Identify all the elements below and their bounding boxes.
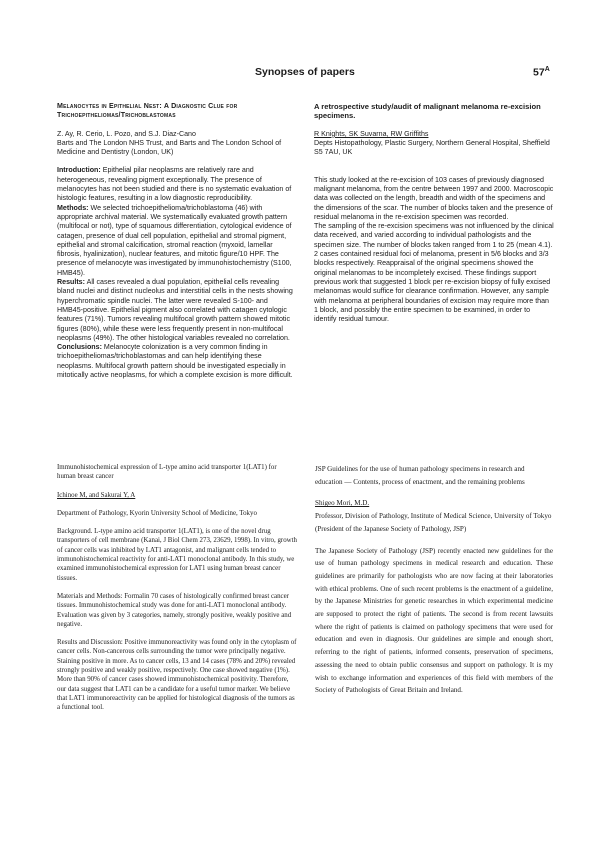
abstract-affiliation: Professor, Division of Pathology, Institute of Medical Science, University of Tokyo (President of the Japanese Society of Pathology, JSP)	[315, 512, 552, 533]
abstract-title: Melanocytes in Epithelial Nest: A Diagnostic Clue for Trichoepitheliomas/Trichoblastomas	[57, 102, 238, 120]
abstract-authors: R Knights, SK Suvarna, RW Griffiths	[314, 129, 429, 138]
section-materials: Materials and Methods: Formalin 70 cases of histologically confirmed breast cancer tissues. Immunohistochemical study was done for anti-LAT1 monoclonal antibody. Evaluation was given by 3 categories, namely, strongly positive, weakly positive and negative.	[57, 592, 292, 628]
page-number: $57^A$	[533, 66, 550, 79]
running-header: Synopses of papers	[255, 66, 355, 78]
abstract-authors: Ichinoe M, and Sakurai Y, A	[57, 491, 136, 499]
abstract-authors: Shigeo Mori, M.D.	[315, 499, 370, 508]
abstract-paragraph: The sampling of the re-excision specimens was not influenced by the clinical data received, and varied according to individual pathologists and the specimen size. The number of blocks taken ranged from 1 to 25 (mean 4.1). 2 cases contained residual foci of melanoma, present in 5/6 blocks and 3/3 blocks respectively. Reappraisal of the original specimens showed the original melanomas to be incompletely excised. These findings support previous work that suggested 1 block per re-excision biopsy of fully excised melanomas would suffice for clearance confirmation. However, any sample with melanoma at peripheral boundaries of excision may require more than 1 block, and possibly the entire specimen to be examined, in order to identify residual tumour.	[314, 222, 554, 324]
section-methods: Methods: We selected trichoepithelioma/trichoblastoma (46) with appropriate archival material. We systematically evaluated growth pattern (multifocal or not), type of squamous differentiation, cytological evidence of catagen, presence of dual cell population, epithelial and stromal pigment, epithelial and stromal calcification, stromal reaction (myxoid, lamellar fibrosis, hyalinization), nuclear features, and mitotic figure/10 HPF. The presence of melanocyte was investigated by immunohistochemistry (S100, HMB45).	[57, 203, 292, 277]
abstract-affiliation: Depts Histopathology, Plastic Surgery, Northern General Hospital, Sheffield S5 7AU, UK	[314, 139, 550, 157]
abstract-lat1-breast-cancer	[57, 463, 297, 713]
section-results: Results: All cases revealed a dual population, epithelial cells revealing bland nuclei and distinct nucleolus and interstitial cells in the nests showing hyperchromatic spindle nuclei. The latter were revealed S-100- and HMB45-positive. Epithelial pigment also correlated with catagen cytologic features (71%). Tumors revealing multifocal growth pattern showed mitotic figures (80%), while these were less frequently present in non-multifocal neoplasms (49%). The other histological variables revealed no correlation.	[57, 278, 293, 342]
abstract-paragraph: This study looked at the re-excision of 103 cases of previously diagnosed malignant melanoma, from the centre between 1997 and 2000. Macroscopic data was collected on the length, breadth and width of the specimens and the dimensions of the scar. The number of blocks taken and the presence of residual melanoma in the re-excision specimen was recorded.	[314, 175, 554, 221]
abstract-melanocytes	[57, 102, 295, 380]
abstract-title: JSP Guidelines for the use of human pathology specimens in research and education — Contents, process of enactment, and the remaining problems	[315, 465, 525, 486]
abstract-title: A retrospective study/audit of malignant melanoma re-excision specimens.	[314, 102, 541, 121]
abstract-body: The Japanese Society of Pathology (JSP) recently enacted new guidelines for the use of human pathology specimens in medical research and education. These guidelines are primarily for pathologists who are now facing at their laboratories with ethical problems. One of such recent problems is the enactment of a guideline, by the Japanese Ministries for genetic researches in which experimental medicine are supposed to protect the right of patients. The second is from recent lawsuits where the right of patients is claimed on pathology specimens that were used for education and even in diagnosis. Our guidelines are simple and enough short, referring to the right of patients, informed consents, preservation of specimens, assessing the need to obtain public consensus and support on pathology. It is my wish to exchange information and experiences of this field with members of the Society of Pathologists of Great Britain and Ireland.	[315, 546, 553, 695]
section-introduction: Introduction: Epithelial pilar neoplasms are relatively rare and heterogeneous, revealing pigment exceptionally. The presence of melanocytes has not been studied and there is no systematic evaluation of histologic features, resulting in a low diagnostic reproducibility.	[57, 166, 292, 203]
section-results: Results and Discussion: Positive immunoreactivity was found only in the cytoplasm of cancer cells. Non-cancerous cells surrounding the tumor were principally negative. Staining positive in more. As to cancer cells, 13 and 14 cases (78% and 20%) revealed strongly positive and weakly positive, respectively. One case showed negative (1%). More than 90% of cancer cases showed immunohistochemical positivity. Therefore, our data suggest that LAT1 can be a candidate for a useful tumor marker. We believe that LAT1 immunoreactivity can be applied for histological diagnosis of the tumors as a functional tool.	[57, 639, 297, 712]
abstract-title: Immunohistochemical expression of L-type amino acid transporter 1(LAT1) for human breast cancer	[57, 464, 277, 481]
abstract-affiliation: Barts and The London NHS Trust, and Barts and The London School of Medicine and Dentistry (London, UK)	[57, 138, 282, 157]
abstract-authors: Z. Ay, R. Cerio, L. Pozo, and S.J. Diaz-Cano	[57, 129, 196, 138]
section-conclusions: Conclusions: Melanocyte colonization is a very common finding in trichoepitheliomas/trichoblastomas and can help identifying these neoplasms. Multifocal growth pattern should be investigated especially in mitotically active neoplasms, for which a complete excision is more difficult.	[57, 343, 293, 380]
abstract-affiliation: Department of Pathology, Kyorin University School of Medicine, Tokyo	[57, 509, 257, 517]
abstract-jsp-guidelines	[315, 463, 553, 697]
abstract-melanoma-reexcision	[314, 102, 554, 324]
section-background: Background. L-type amino acid transporter 1(LAT1), is one of the novel drug transporters of cell membrane (Kanai, J Biol Chem 273, 23629, 1998). In vitro, growth of cancer cells was inhibited by LAT1 antagonist, and malignant cells tended to immunohistochemical reactivity for anti-LAT1 monoclonal antibody. In this study, we examined immunohistochemical expression for LAT1 using human breast cancer tissues.	[57, 528, 297, 582]
